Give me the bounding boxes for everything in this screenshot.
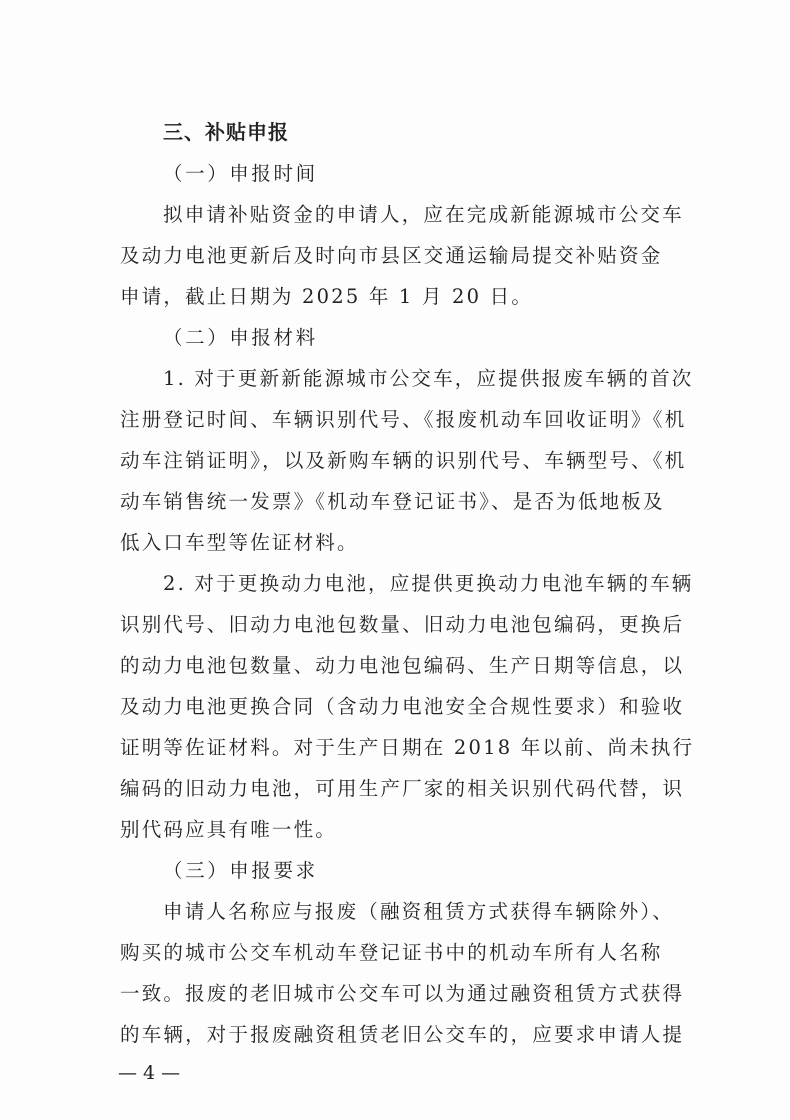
paragraph-line: 拟申请补贴资金的申请人，应在完成新能源城市公交车 [163,203,684,226]
paragraph-line: 购买的城市公交车机动车登记证书中的机动车所有人名称 [120,941,663,964]
paragraph-line: 一致。报废的老旧城市公交车可以为通过融资租赁方式获得 [120,982,685,1005]
paragraph-line: 的车辆，对于报废融资租赁老旧公交车的，应要求申请人提 [120,1023,685,1046]
paragraph-line: 证明等佐证材料。对于生产日期在 2018 年以前、尚未执行 [120,736,695,759]
section-heading: 三、补贴申报 [163,120,289,144]
paragraph-line: 低入口车型等佐证材料。 [120,531,359,554]
paragraph-line: 申请人名称应与报废（融资租赁方式获得车辆除外）、 [163,900,675,923]
paragraph-line: 及动力电池更换合同（含动力电池安全合规性要求）和验收 [120,695,685,718]
paragraph-line: 申请，截止日期为 2025 年 1 月 20 日。 [120,285,534,308]
subheading-requirements: （三）申报要求 [163,859,318,882]
paragraph-line: 2. 对于更换动力电池，应提供更换动力电池车辆的车辆 [163,572,694,595]
paragraph-line: 及动力电池更新后及时向市县区交通运输局提交补贴资金 [120,244,663,267]
paragraph-line: 别代码应具有唯一性。 [120,818,338,841]
paragraph-line: 动车注销证明》，以及新购车辆的识别代号、车辆型号、《机 [120,449,687,472]
page-number: — 4 — [118,1062,181,1084]
subheading-materials: （二）申报材料 [163,326,318,349]
paragraph-line: 识别代号、旧动力电池包数量、旧动力电池包编码，更换后 [120,613,685,636]
paragraph-line: 1. 对于更新新能源城市公交车，应提供报废车辆的首次 [163,367,694,390]
paragraph-line: 编码的旧动力电池，可用生产厂家的相关识别代码代替，识 [120,777,685,800]
paragraph-line: 的动力电池包数量、动力电池包编码、生产日期等信息，以 [120,654,685,677]
subheading-time: （一）申报时间 [163,162,318,185]
paragraph-line: 动车销售统一发票》《机动车登记证书》、是否为低地板及 [120,490,665,513]
paragraph-line: 注册登记时间、车辆识别代号、《报废机动车回收证明》《机 [120,408,687,431]
